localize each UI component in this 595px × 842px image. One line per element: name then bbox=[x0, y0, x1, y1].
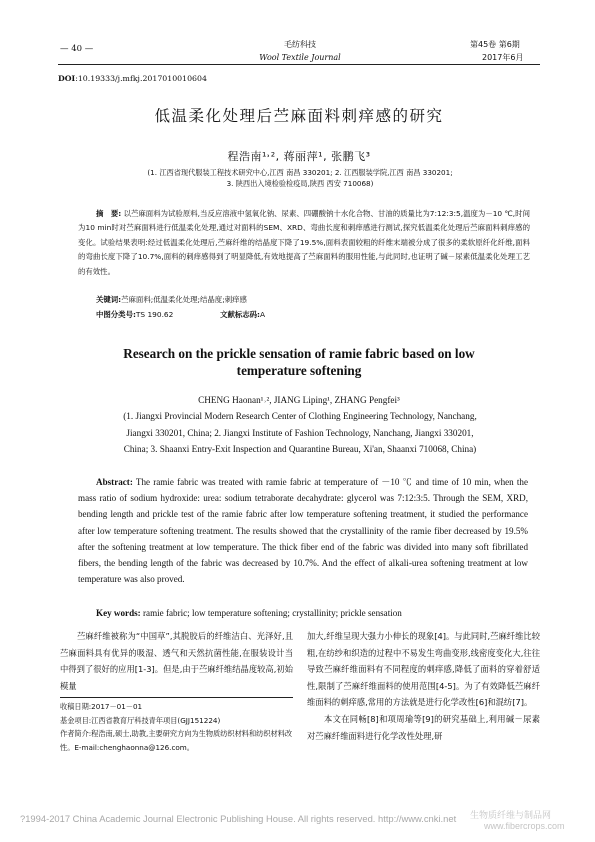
affiliations-cn bbox=[80, 167, 520, 189]
keywords-cn-label: 关键词: bbox=[96, 295, 122, 304]
affiliation-en-line: China; 3. Shaanxi Entry-Exit Inspection and Quarantine Bureau, Xi'an, Shaanxi 710068, China) bbox=[123, 444, 477, 454]
volume-issue: 第45卷 第6期 bbox=[470, 40, 520, 49]
keywords-cn-text: 苎麻面料;低温柔化处理;结晶度;刺痒感 bbox=[121, 295, 247, 304]
footnote-rule bbox=[60, 697, 293, 698]
journal-name-en: Wool Textile Journal bbox=[259, 53, 341, 62]
doi bbox=[58, 74, 207, 83]
body-left-paragraph: 苎麻纤维被称为“中国草”,其脱胶后的纤维洁白、光泽好,且苎麻面料具有优异的吸湿、透气和天然抗菌性能,在服装设计当中得到了很好的应用[1-3]。但是,由于苎麻纤维结晶度较高,初始模量 bbox=[60, 631, 293, 691]
watermark-url: www.fibercrops.com bbox=[484, 821, 565, 831]
footnote-author: 作者简介:程浩南,硕士,助教,主要研究方向为生物质纺织材料和纺织材料改性。E-mail:chenghaonna@126.com。 bbox=[60, 729, 293, 752]
document-code-label: 文献标志码: bbox=[220, 310, 260, 319]
title-cn: 低温柔化处理后苎麻面料刺痒感的研究 bbox=[154, 107, 444, 125]
classification bbox=[96, 308, 526, 322]
keywords-en-text: ramie fabric; low temperature softening; crystallinity; prickle sensation bbox=[143, 608, 402, 618]
body-right-paragraph: 本文在同畅[8]和项周瑜等[9]的研究基础上,利用碱－尿素对苎麻纤维面料进行化学改性处理,研 bbox=[307, 713, 540, 741]
abstract-cn-text: 以苎麻面料为试验原料,当反应溶液中氢氧化钠、尿素、四硼酸钠十水化合物、甘油的质量比为7:12:3:5,温度为－10 ℃,时间为10 min时对苎麻面料进行低温柔化处理,通过对面料的SEM、XRD、弯曲长度和刺痒感进行测试,探究低温柔化处理后苎麻面料刺痒感的变化。试验结果表明:经过低温柔化处理后,苎麻纤维的结晶度下降了19.5%,面料表面较粗的纤维末端被分成了很多的柔软原纤化纤维,面料的弯曲长度下降了10.7%,面料的刺痒感得到了明显降低,有效地提高了苎麻面料的服用性能,与此同时,也证明了碱－尿素低温柔化处理工艺的有效性。 bbox=[78, 209, 530, 276]
journal-name bbox=[240, 39, 360, 62]
abstract-en-text: The ramie fabric was treated with ramie fabric at temperature of －10 ℃ and time of 10 min, when the mass ratio of sodium hydroxide: urea: sodium tetraborate decahydrate: glycerol was 7:12:3:5. Through the SEM, XRD, bending length and prickle test of the ramie fabric after low temperature softening treatment, it studied the performance after low temperature softening treatment. The results showed that the crystallinity of the ramie fiber decreased by 19.5% after the softening treatment at low temperature. The thick fiber end of the fabric was divided into many soft fibrillated fibers, the bending length of the fabric was decreased by 10.7%. And the effect of alkali-urea softening treatment at low temperature was also proved. bbox=[78, 477, 529, 585]
body-right-paragraph: 加大,纤维呈现大强力小伸长的现象[4]。与此同时,苎麻纤维比较粗,在纺纱和织造的过程中不易发生弯曲变形,线密度变化大,往往导致苎麻纤维面料有不同程度的刺痒感,降低了面料的穿着舒适性,限制了苎麻纤维面料的使用范围[4-5]。为了有效降低苎麻纤维面料的刺痒感,常用的方法就是进行化学改性[6]和混纺[7]。 bbox=[307, 631, 540, 708]
affiliation-en-line: Jiangxi 330201, China; 2. Jiangxi Institute of Fashion Technology, Nanchang, Jiangxi 330201, bbox=[126, 427, 474, 438]
keywords-cn bbox=[96, 293, 526, 307]
authors-cn: 程浩南¹˒², 蒋丽萍¹, 张鹏飞³ bbox=[227, 150, 371, 163]
page-number: — 40 — bbox=[60, 44, 94, 54]
keywords-en bbox=[96, 605, 526, 621]
classification-value: TS 190.62 bbox=[135, 310, 174, 319]
footnote-funding: 基金项目:江西省教育厅科技青年项目(GJJ151224) bbox=[60, 715, 221, 725]
watermark bbox=[470, 808, 565, 831]
body-right-column bbox=[307, 628, 540, 744]
watermark-cn: 生物质纤维与制品网 bbox=[470, 811, 552, 821]
copyright-footer: ?1994-2017 China Academic Journal Electronic Publishing House. All rights reserved. http://www.cnki.net bbox=[20, 813, 457, 824]
document-code-value: A bbox=[259, 310, 266, 319]
authors-en: CHENG Haonan¹˒², JIANG Liping¹, ZHANG Pengfei³ bbox=[198, 395, 400, 405]
header-rule bbox=[58, 64, 540, 65]
abstract-en bbox=[78, 474, 528, 587]
abstract-cn bbox=[78, 207, 530, 279]
doi-value: :10.19333/j.mfkj.2017010010604 bbox=[75, 74, 207, 83]
publication-date: 2017年6月 bbox=[482, 53, 524, 62]
classification-label: 中图分类号: bbox=[96, 310, 136, 319]
affiliation-cn-line: 3. 陕西出入境检验检疫局,陕西 西安 710068) bbox=[226, 179, 374, 188]
title-en: Research on the prickle sensation of ramie fabric based on low temperature softening bbox=[123, 346, 475, 378]
footnote-received: 收稿日期:2017－01－01 bbox=[60, 702, 143, 711]
keywords-en-label: Key words: bbox=[96, 608, 141, 618]
journal-name-cn: 毛纺科技 bbox=[284, 40, 316, 49]
affiliation-en-line: (1. Jiangxi Provincial Modern Research Center of Clothing Engineering Technology, Nanchang, bbox=[123, 411, 477, 421]
doi-label: DOI bbox=[58, 74, 76, 83]
abstract-cn-label: 摘 要: bbox=[96, 209, 122, 218]
abstract-en-label: Abstract: bbox=[96, 477, 133, 487]
affiliations-en bbox=[75, 408, 525, 458]
footnotes bbox=[60, 700, 293, 754]
affiliation-cn-line: (1. 江西省现代服装工程技术研究中心,江西 南昌 330201; 2. 江西服装学院,江西 南昌 330201; bbox=[147, 168, 453, 177]
